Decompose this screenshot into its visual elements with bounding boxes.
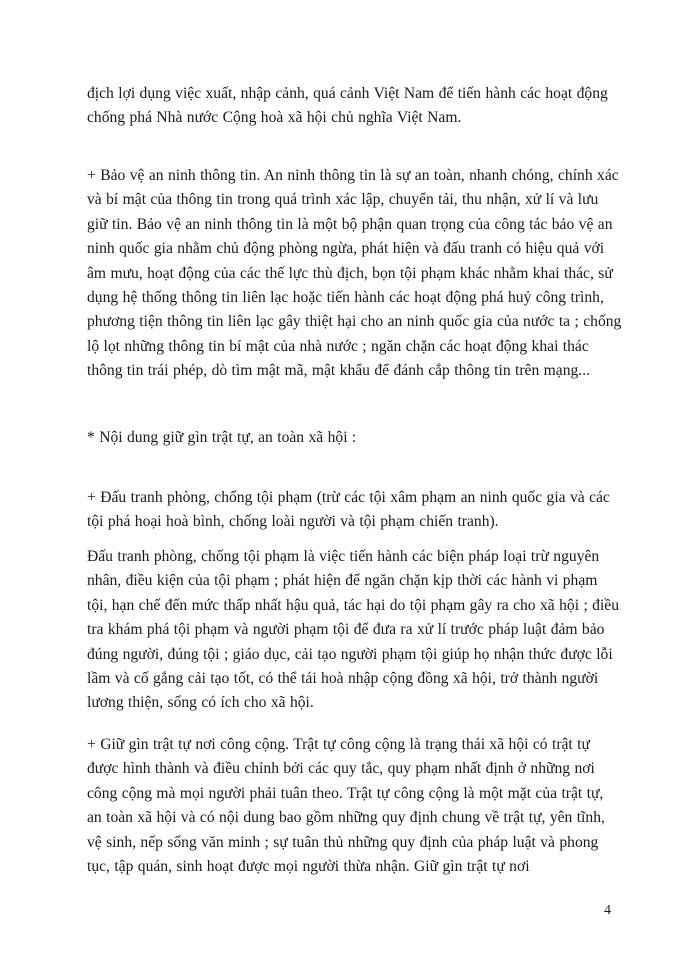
paragraph-entry-exit-continuation: địch lợi dụng việc xuất, nhập cảnh, quá cảnh Việt Nam để tiến hành các hoạt động chống phá Nhà nước Cộng hoà xã hội chủ nghĩa Việt Nam.	[87, 85, 608, 127]
paragraph-public-order: + Giữ gìn trật tự nơi công cộng. Trật tự công cộng là trạng thái xã hội có trật tự được hình thành và điều chỉnh bởi các quy tắc, quy phạm nhất định ở những nơi công cộng mà mọi người phải tuân theo. Trật tự công cộng là một mặt của trật tự, an toàn xã hội và có nội dung bao gồm những quy định chung về trật tự, yên tĩnh, vệ sinh, nếp sống văn minh ; sự tuân thủ những quy định của pháp luật và phong tục, tập quán, sinh hoạt được mọi người thừa nhận. Giữ gìn trật tự nơi	[87, 736, 605, 876]
paragraph-crime-prevention-heading: + Đấu tranh phòng, chống tội phạm (trừ các tội xâm phạm an ninh quốc gia và các tội phá hoại hoà bình, chống loài người và tội phạm chiến tranh).	[87, 489, 610, 531]
section-heading-public-order: * Nội dung giữ gìn trật tự, an toàn xã hội :	[87, 429, 357, 446]
paragraph-crime-prevention-body: Đấu tranh phòng, chống tội phạm là việc tiến hành các biện pháp loại trừ nguyên nhân, điều kiện của tội phạm ; phát hiện để ngăn chặn kịp thời các hành vi phạm tội, hạn chế đến mức thấp nhất hậu quả, tác hại do tội phạm gây ra cho xã hội ; điều tra khám phá tội phạm và người phạm tội để đưa ra xử lí trước pháp luật đảm bảo đúng người, đúng tội ; giáo dục, cải tạo người phạm tội giúp họ nhận thức được lỗi lầm và cố gắng cải tạo tốt, có thể tái hoà nhập cộng đồng xã hội, trở thành người lương thiện, sống có ích cho xã hội.	[87, 548, 620, 712]
paragraph-information-security: + Bảo vệ an ninh thông tin. An ninh thông tin là sự an toàn, nhanh chóng, chính xác và bí mật của thông tin trong quá trình xác lập, chuyển tải, thu nhận, xử lí và lưu giữ tin. Bảo vệ an ninh thông tin là một bộ phận quan trọng của công tác bảo vệ an ninh quốc gia nhằm chủ động phòng ngừa, phát hiện và đấu tranh có hiệu quả với âm mưu, hoạt động của các thế lực thù địch, bọn tội phạm khác nhằm khai thác, sử dụng hệ thống thông tin liên lạc hoặc tiến hành các hoạt động phá huỷ công trình, phương tiện thông tin liên lạc gây thiệt hại cho an ninh quốc gia của nước ta ; chống lộ lọt những thông tin bí mật của nhà nước ; ngăn chặn các hoạt động khai thác thông tin trái phép, dò tìm mật mã, mật khẩu để đánh cắp thông tin trên mạng...	[87, 167, 622, 380]
page-number: 4	[604, 903, 611, 918]
